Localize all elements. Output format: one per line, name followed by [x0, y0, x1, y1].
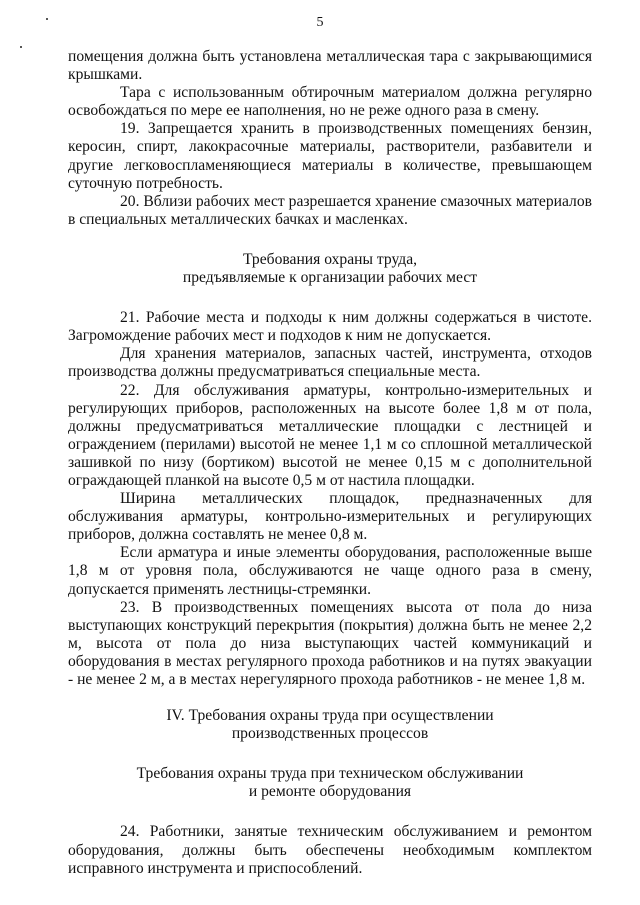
document-body	[68, 48, 592, 878]
paragraph: 20. Вблизи рабочих мест разрешается хранение смазочных материалов в специальных металлических бачках и масленках.	[68, 192, 592, 228]
paragraph: помещения должна быть установлена металлическая тара с закрывающимися крышками.	[68, 48, 592, 84]
scan-speck	[20, 46, 22, 48]
chapter-heading	[68, 707, 592, 743]
paragraph: 22. Для обслуживания арматуры, контрольно-измерительных и регулирующих приборов, расположенных на высоте более 1,8 м от пола, должны предусматриваться металлические площадки с лестницей и ограждением (перилами) высотой не менее 1,1 м со сплошной металлической зашивкой по низу (бортиком) высотой не менее 0,15 м с дополнительной ограждающей планкой на высоте 0,5 м от настила площадки.	[68, 381, 592, 489]
paragraph: Если арматура и иные элементы оборудования, расположенные выше 1,8 м от уровня пола, обслуживаются не чаще одного раза в смену, допускается применять лестницы-стремянки.	[68, 544, 592, 598]
paragraph: 21. Рабочие места и подходы к ним должны содержаться в чистоте. Загромождение рабочих мест и подходов к ним не допускается.	[68, 309, 592, 345]
scan-speck	[46, 18, 48, 20]
paragraph: 23. В производственных помещениях высота от пола до низа выступающих конструкций перекрытия (покрытия) должна быть не менее 2,2 м, высота от пола до низа выступающих частей коммуникаций и оборудования в местах регулярного прохода работников и на путях эвакуации - не менее 2 м, а в местах нерегулярного прохода работников - не менее 1,8 м.	[68, 598, 592, 688]
heading-line: Требования охраны труда при техническом обслуживании	[136, 765, 524, 783]
section-heading	[68, 251, 592, 287]
paragraph: Ширина металлических площадок, предназначенных для обслуживания арматуры, контрольно-измерительных и регулирующих приборов, должна составлять не менее 0,8 м.	[68, 490, 592, 544]
paragraph: 24. Работники, занятые техническим обслуживанием и ремонтом оборудования, должны быть обеспечены необходимым комплектом исправного инструмента и приспособлений.	[68, 823, 592, 877]
paragraph: Тара с использованным обтирочным материалом должна регулярно освобождаться по мере ее наполнения, но не реже одного раза в смену.	[68, 84, 592, 120]
heading-line: и ремонте оборудования	[248, 783, 412, 801]
page-number: 5	[316, 15, 324, 30]
section-heading	[68, 765, 592, 801]
paragraph: 19. Запрещается хранить в производственных помещениях бензин, керосин, спирт, лакокрасочные материалы, растворители, разбавители и другие легковоспламеняющиеся материалы в количестве, превышающем суточную потребность.	[68, 120, 592, 192]
heading-line: Требования охраны труда,	[242, 250, 418, 268]
heading-line: IV. Требования охраны труда при осуществлении	[166, 707, 494, 725]
heading-line: предъявляемые к организации рабочих мест	[182, 269, 478, 287]
paragraph: Для хранения материалов, запасных частей, инструмента, отходов производства должны предусматриваться специальные места.	[68, 345, 592, 381]
heading-line: производственных процессов	[231, 725, 429, 743]
